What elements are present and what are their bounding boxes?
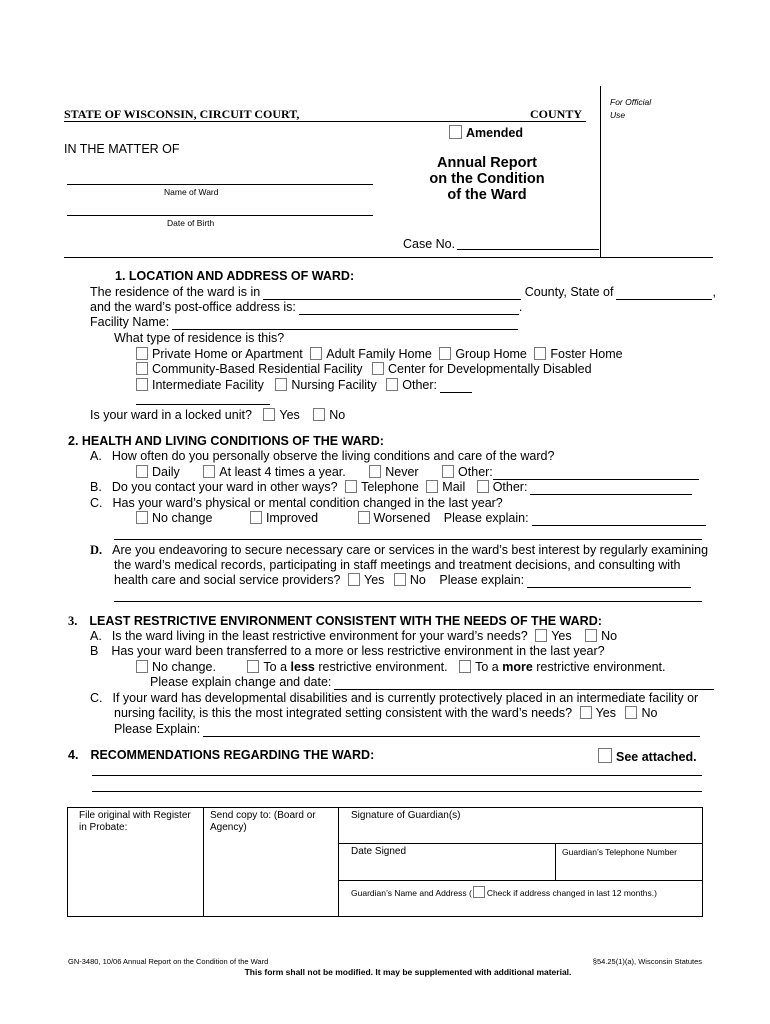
recommendation-line-1[interactable] xyxy=(92,775,702,776)
no-change-checkbox[interactable] xyxy=(136,511,148,524)
care-explain-field[interactable] xyxy=(527,575,691,588)
residence-type-question: What type of residence is this? xyxy=(114,331,285,345)
post-office-line: and the ward’s post-office address is: . xyxy=(90,300,523,314)
question-3a: A. Is the ward living in the least restrictive environment for your ward’s needs? Yes No xyxy=(90,629,618,643)
integrated-yes-checkbox[interactable] xyxy=(580,706,592,719)
change-explain-field[interactable] xyxy=(334,677,714,690)
improved-checkbox[interactable] xyxy=(250,511,262,524)
file-original-label: File original with Register in Probate: xyxy=(79,810,191,833)
header-divider xyxy=(64,257,713,258)
ward-name-caption: Name of Ward xyxy=(164,187,219,197)
integrated-explain-field[interactable] xyxy=(203,724,700,737)
integrated-explain-line: Please Explain: xyxy=(114,722,700,737)
case-no-line[interactable] xyxy=(457,249,599,250)
dob-caption: Date of Birth xyxy=(167,218,215,228)
court-label: STATE OF WISCONSIN, CIRCUIT COURT, xyxy=(64,107,300,121)
other-residence-checkbox[interactable] xyxy=(386,378,398,391)
transfer-no-change-checkbox[interactable] xyxy=(136,660,148,673)
court-underline xyxy=(64,121,586,122)
intermediate-checkbox[interactable] xyxy=(136,378,148,391)
statute-ref: §54.25(1)(a), Wisconsin Statutes xyxy=(592,957,702,966)
question-2b: B. Do you contact your ward in other ways? Telephone Mail Other: xyxy=(90,480,692,495)
locked-yes-checkbox[interactable] xyxy=(263,408,275,421)
residence-county-field[interactable] xyxy=(263,287,521,300)
care-no-checkbox[interactable] xyxy=(394,573,406,586)
section-1-heading: 1. LOCATION AND ADDRESS OF WARD: xyxy=(115,269,355,283)
mail-checkbox[interactable] xyxy=(426,480,438,493)
county-label: COUNTY xyxy=(530,107,583,121)
question-2c: C. Has your ward’s physical or mental condition changed in the last year? xyxy=(90,496,503,510)
phone-label: Guardian’s Telephone Number xyxy=(562,847,677,857)
modification-notice: This form shall not be modified. It may be supplemented with additional material. xyxy=(244,967,572,977)
date-signed-label: Date Signed xyxy=(351,846,407,857)
contact-other-checkbox[interactable] xyxy=(477,480,489,493)
care-yes-checkbox[interactable] xyxy=(348,573,360,586)
more-restrictive-checkbox[interactable] xyxy=(459,660,471,673)
change-explain-line: Please explain change and date: xyxy=(150,675,714,690)
amended-option[interactable]: Amended xyxy=(449,125,523,141)
foster-home-checkbox[interactable] xyxy=(534,347,546,360)
less-restrictive-checkbox[interactable] xyxy=(247,660,259,673)
name-address-label: Guardian’s Name and Address ( Check if address changed in last 12 months.) xyxy=(351,888,657,898)
never-checkbox[interactable] xyxy=(369,465,381,478)
form-id: GN-3480, 10/06 Annual Report on the Condition of the Ward xyxy=(68,957,269,966)
section-3-heading: 3. LEAST RESTRICTIVE ENVIRONMENT CONSISTENT WITH THE NEEDS OF THE WARD: xyxy=(68,614,602,628)
transfer-options: No change. To a less restrictive environment. To a more restrictive environment. xyxy=(136,660,665,675)
question-2a: A. How often do you personally observe the living conditions and care of the ward? xyxy=(90,449,555,463)
question-3c-line-1: C. If your ward has developmental disabilities and is currently protectively placed in an intermediate facility or xyxy=(90,691,699,705)
four-times-checkbox[interactable] xyxy=(203,465,215,478)
facility-name-field[interactable] xyxy=(172,317,518,330)
condition-explain-field[interactable] xyxy=(532,513,706,526)
ward-name-line[interactable] xyxy=(67,184,373,185)
other-residence-field[interactable] xyxy=(440,380,472,393)
in-matter-label: IN THE MATTER OF xyxy=(64,142,180,156)
facility-line: Facility Name: xyxy=(90,315,518,330)
see-attached-checkbox[interactable] xyxy=(598,748,612,763)
state-field[interactable] xyxy=(616,287,712,300)
group-home-checkbox[interactable] xyxy=(439,347,451,360)
locked-unit-line: Is your ward in a locked unit? Yes No xyxy=(90,408,346,422)
residence-options-row-3: Intermediate Facility Nursing Facility Other: xyxy=(136,378,472,393)
signature-label: Signature of Guardian(s) xyxy=(351,810,461,821)
observe-other-field[interactable] xyxy=(493,467,699,480)
center-dd-checkbox[interactable] xyxy=(372,362,384,375)
signature-field[interactable] xyxy=(339,822,702,842)
contact-other-field[interactable] xyxy=(530,482,692,495)
question-3b: B Has your ward been transferred to a more or less restrictive environment in the last year? xyxy=(90,644,605,658)
worsened-checkbox[interactable] xyxy=(358,511,370,524)
care-explain-line-2[interactable] xyxy=(114,601,702,602)
question-3c-line-2: nursing facility, is this the most integrated setting consistent with the ward’s needs? Yes No xyxy=(114,706,658,720)
official-use-divider xyxy=(600,86,601,258)
see-attached-option[interactable]: See attached. xyxy=(598,748,697,765)
integrated-no-checkbox[interactable] xyxy=(625,706,637,719)
address-changed-checkbox[interactable] xyxy=(473,886,485,898)
official-use-label: For Official Use xyxy=(610,97,652,120)
afh-checkbox[interactable] xyxy=(310,347,322,360)
question-2d-line-2: the ward’s medical records, participating in staff meetings and treatment decisions, and consulting with xyxy=(114,558,681,572)
amended-checkbox[interactable] xyxy=(449,125,462,139)
recommendation-line-2[interactable] xyxy=(92,791,702,792)
daily-checkbox[interactable] xyxy=(136,465,148,478)
telephone-checkbox[interactable] xyxy=(345,480,357,493)
lre-yes-checkbox[interactable] xyxy=(535,629,547,642)
nursing-checkbox[interactable] xyxy=(275,378,287,391)
observe-other-checkbox[interactable] xyxy=(442,465,454,478)
private-home-checkbox[interactable] xyxy=(136,347,148,360)
question-2d-line-1: D. Are you endeavoring to secure necessary care or services in the ward’s best interest by regularly examining xyxy=(90,543,709,557)
post-office-field[interactable] xyxy=(299,302,519,315)
send-copy-label: Send copy to: (Board or Agency) xyxy=(210,810,316,833)
cbrf-checkbox[interactable] xyxy=(136,362,148,375)
dob-line[interactable] xyxy=(67,215,373,216)
condition-options: No change Improved Worsened Please explain: xyxy=(136,511,706,526)
other-residence-line[interactable] xyxy=(136,404,270,405)
residence-options-row-2: Community-Based Residential Facility Center for Developmentally Disabled xyxy=(136,362,592,377)
case-no-label: Case No. xyxy=(403,237,456,251)
form-title: Annual Report on the Condition of the Ward xyxy=(429,155,545,203)
lre-no-checkbox[interactable] xyxy=(585,629,597,642)
residence-line: The residence of the ward is in County, State of , xyxy=(90,285,716,299)
section-2-heading: 2. HEALTH AND LIVING CONDITIONS OF THE WARD: xyxy=(68,434,384,448)
locked-no-checkbox[interactable] xyxy=(313,408,325,421)
condition-explain-line-2[interactable] xyxy=(114,539,702,540)
observe-options: Daily At least 4 times a year. Never Other: xyxy=(136,465,699,480)
section-4-heading: 4. RECOMMENDATIONS REGARDING THE WARD: xyxy=(68,748,375,762)
residence-options-row-1: Private Home or Apartment Adult Family Home Group Home Foster Home xyxy=(136,347,623,362)
question-2d-line-3: health care and social service providers? Yes No Please explain: xyxy=(114,573,691,588)
